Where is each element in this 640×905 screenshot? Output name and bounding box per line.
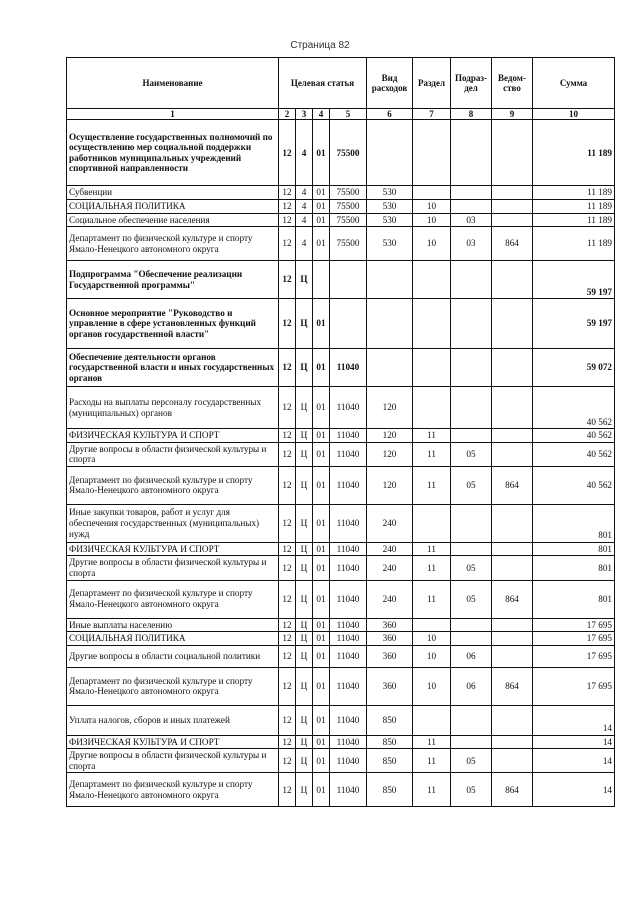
target-code-event	[313, 261, 330, 299]
row-sum: 14	[533, 749, 615, 773]
subsection-code	[451, 120, 492, 186]
table-row	[67, 504, 615, 542]
row-name: Департамент по физической культуре и спорту Ямало-Ненецкого автономного округа	[67, 580, 279, 618]
table-row	[67, 645, 615, 667]
target-code-subprogram: Ц	[296, 387, 313, 429]
row-sum: 14	[533, 735, 615, 749]
col-number: 3	[296, 109, 313, 120]
row-sum: 59 197	[533, 299, 615, 349]
target-code-direction: 11040	[330, 429, 367, 443]
expense-type: 530	[367, 227, 413, 261]
expense-type	[367, 120, 413, 186]
expense-type: 850	[367, 749, 413, 773]
target-code-direction: 11040	[330, 556, 367, 580]
table-row	[67, 299, 615, 349]
row-name: Субвенции	[67, 186, 279, 200]
subsection-code	[451, 299, 492, 349]
row-name: Иные закупки товаров, работ и услуг для обеспечения государственных (муниципальных) нужд	[67, 504, 279, 542]
target-code-program: 12	[279, 504, 296, 542]
target-code-program: 12	[279, 299, 296, 349]
section-code: 11	[413, 542, 451, 556]
subsection-code	[451, 261, 492, 299]
col-header-sum: Сумма	[533, 58, 615, 109]
target-code-program: 12	[279, 387, 296, 429]
section-code	[413, 299, 451, 349]
target-code-event: 01	[313, 556, 330, 580]
target-code-event: 01	[313, 387, 330, 429]
target-code-program: 12	[279, 186, 296, 200]
target-code-program: 12	[279, 749, 296, 773]
row-name: СОЦИАЛЬНАЯ ПОЛИТИКА	[67, 632, 279, 646]
target-code-program: 12	[279, 645, 296, 667]
row-name: Осуществление государственных полномочий по осуществлению мер социальной поддержки работников муниципальных учреждений спортивной направленности	[67, 120, 279, 186]
col-header-name: Наименование	[67, 58, 279, 109]
row-sum: 14	[533, 705, 615, 735]
subsection-code	[451, 632, 492, 646]
target-code-subprogram: Ц	[296, 466, 313, 504]
row-sum: 11 189	[533, 120, 615, 186]
row-sum: 801	[533, 542, 615, 556]
table-row	[67, 735, 615, 749]
subsection-code: 05	[451, 466, 492, 504]
section-code: 11	[413, 580, 451, 618]
expense-type: 120	[367, 429, 413, 443]
table-row	[67, 442, 615, 466]
target-code-subprogram: Ц	[296, 542, 313, 556]
budget-table	[66, 57, 615, 807]
expense-type: 240	[367, 504, 413, 542]
target-code-program: 12	[279, 466, 296, 504]
department-code	[492, 645, 533, 667]
table-body	[67, 120, 615, 807]
target-code-event: 01	[313, 504, 330, 542]
target-code-subprogram: Ц	[296, 580, 313, 618]
target-code-program: 12	[279, 542, 296, 556]
expense-type	[367, 299, 413, 349]
row-sum: 40 562	[533, 387, 615, 429]
row-sum: 11 189	[533, 186, 615, 200]
target-code-direction: 11040	[330, 705, 367, 735]
department-code: 864	[492, 667, 533, 705]
expense-type	[367, 349, 413, 387]
table-row	[67, 186, 615, 200]
table-row	[67, 199, 615, 213]
expense-type: 530	[367, 186, 413, 200]
section-code	[413, 349, 451, 387]
department-code	[492, 186, 533, 200]
subsection-code	[451, 542, 492, 556]
department-code	[492, 618, 533, 632]
target-code-program: 12	[279, 580, 296, 618]
table-row	[67, 349, 615, 387]
target-code-event: 01	[313, 542, 330, 556]
row-sum: 11 189	[533, 213, 615, 227]
col-number: 2	[279, 109, 296, 120]
row-sum: 17 695	[533, 618, 615, 632]
table-row	[67, 227, 615, 261]
target-code-event: 01	[313, 429, 330, 443]
row-name: Иные выплаты населению	[67, 618, 279, 632]
table-row	[67, 618, 615, 632]
col-number: 6	[367, 109, 413, 120]
department-code: 864	[492, 580, 533, 618]
table-row	[67, 705, 615, 735]
department-code	[492, 299, 533, 349]
subsection-code: 03	[451, 213, 492, 227]
section-code: 10	[413, 199, 451, 213]
table-row	[67, 120, 615, 186]
target-code-direction: 11040	[330, 618, 367, 632]
target-code-event: 01	[313, 120, 330, 186]
subsection-code	[451, 504, 492, 542]
target-code-direction: 11040	[330, 349, 367, 387]
department-code	[492, 213, 533, 227]
row-name: СОЦИАЛЬНАЯ ПОЛИТИКА	[67, 199, 279, 213]
target-code-subprogram: Ц	[296, 667, 313, 705]
expense-type: 530	[367, 213, 413, 227]
subsection-code: 05	[451, 773, 492, 807]
subsection-code	[451, 705, 492, 735]
expense-type: 850	[367, 773, 413, 807]
target-code-subprogram: 4	[296, 227, 313, 261]
subsection-code	[451, 387, 492, 429]
department-code	[492, 632, 533, 646]
row-name: Другие вопросы в области физической культуры и спорта	[67, 556, 279, 580]
target-code-subprogram: 4	[296, 186, 313, 200]
target-code-program: 12	[279, 227, 296, 261]
header-row	[67, 58, 615, 109]
row-name: Расходы на выплаты персоналу государственных (муниципальных) органов	[67, 387, 279, 429]
section-code	[413, 618, 451, 632]
table-row	[67, 773, 615, 807]
expense-type: 120	[367, 442, 413, 466]
target-code-program: 12	[279, 705, 296, 735]
target-code-direction: 11040	[330, 504, 367, 542]
department-code	[492, 556, 533, 580]
target-code-program: 12	[279, 442, 296, 466]
subsection-code: 06	[451, 645, 492, 667]
expense-type: 240	[367, 580, 413, 618]
expense-type: 530	[367, 199, 413, 213]
col-header-section: Раздел	[413, 58, 451, 109]
section-code: 10	[413, 667, 451, 705]
table-row	[67, 466, 615, 504]
target-code-program: 12	[279, 632, 296, 646]
subsection-code: 05	[451, 556, 492, 580]
department-code	[492, 504, 533, 542]
target-code-program: 12	[279, 773, 296, 807]
target-code-program: 12	[279, 429, 296, 443]
target-code-program: 12	[279, 213, 296, 227]
subsection-code: 05	[451, 580, 492, 618]
department-code	[492, 261, 533, 299]
row-sum: 17 695	[533, 667, 615, 705]
department-code	[492, 735, 533, 749]
col-number: 5	[330, 109, 367, 120]
target-code-direction: 75500	[330, 213, 367, 227]
subsection-code: 05	[451, 442, 492, 466]
department-code	[492, 349, 533, 387]
target-code-direction: 11040	[330, 773, 367, 807]
target-code-direction: 11040	[330, 466, 367, 504]
column-number-row	[67, 109, 615, 120]
target-code-program: 12	[279, 618, 296, 632]
target-code-direction: 11040	[330, 645, 367, 667]
department-code: 864	[492, 227, 533, 261]
target-code-direction: 11040	[330, 580, 367, 618]
row-name: Уплата налогов, сборов и иных платежей	[67, 705, 279, 735]
row-name: Департамент по физической культуре и спорту Ямало-Ненецкого автономного округа	[67, 466, 279, 504]
col-number: 1	[67, 109, 279, 120]
row-name: Другие вопросы в области социальной политики	[67, 645, 279, 667]
subsection-code	[451, 618, 492, 632]
department-code	[492, 120, 533, 186]
col-number: 4	[313, 109, 330, 120]
target-code-direction: 11040	[330, 749, 367, 773]
target-code-direction: 11040	[330, 667, 367, 705]
target-code-program: 12	[279, 199, 296, 213]
target-code-subprogram: Ц	[296, 504, 313, 542]
target-code-event: 01	[313, 773, 330, 807]
subsection-code	[451, 186, 492, 200]
col-number: 7	[413, 109, 451, 120]
table-row	[67, 556, 615, 580]
row-name: Другие вопросы в области физической культуры и спорта	[67, 749, 279, 773]
expense-type: 240	[367, 556, 413, 580]
section-code: 10	[413, 645, 451, 667]
row-sum: 11 189	[533, 199, 615, 213]
table-row	[67, 632, 615, 646]
row-name: Основное мероприятие "Руководство и управление в сфере установленных функций органов государственной власти"	[67, 299, 279, 349]
target-code-subprogram: Ц	[296, 618, 313, 632]
target-code-event: 01	[313, 442, 330, 466]
section-code: 11	[413, 735, 451, 749]
subsection-code	[451, 429, 492, 443]
row-name: Социальное обеспечение населения	[67, 213, 279, 227]
target-code-subprogram: Ц	[296, 632, 313, 646]
row-sum: 59 197	[533, 261, 615, 299]
target-code-subprogram: Ц	[296, 705, 313, 735]
row-sum: 17 695	[533, 632, 615, 646]
target-code-direction: 11040	[330, 542, 367, 556]
row-sum: 801	[533, 580, 615, 618]
row-name: Обеспечение деятельности органов государственной власти и иных государственных органов	[67, 349, 279, 387]
target-code-subprogram: Ц	[296, 735, 313, 749]
subsection-code	[451, 735, 492, 749]
target-code-program: 12	[279, 261, 296, 299]
target-code-subprogram: Ц	[296, 442, 313, 466]
target-code-event: 01	[313, 580, 330, 618]
target-code-subprogram: 4	[296, 120, 313, 186]
subsection-code: 03	[451, 227, 492, 261]
row-sum: 801	[533, 504, 615, 542]
target-code-program: 12	[279, 349, 296, 387]
target-code-direction: 11040	[330, 387, 367, 429]
target-code-event: 01	[313, 199, 330, 213]
row-name: Департамент по физической культуре и спорту Ямало-Ненецкого автономного округа	[67, 227, 279, 261]
section-code: 11	[413, 773, 451, 807]
table-row	[67, 667, 615, 705]
section-code: 10	[413, 213, 451, 227]
table-row	[67, 429, 615, 443]
target-code-subprogram: Ц	[296, 749, 313, 773]
row-sum: 14	[533, 773, 615, 807]
row-sum: 11 189	[533, 227, 615, 261]
section-code	[413, 261, 451, 299]
row-sum: 17 695	[533, 645, 615, 667]
target-code-direction: 75500	[330, 186, 367, 200]
target-code-event: 01	[313, 299, 330, 349]
target-code-event: 01	[313, 213, 330, 227]
expense-type: 120	[367, 387, 413, 429]
target-code-event: 01	[313, 667, 330, 705]
col-number: 8	[451, 109, 492, 120]
target-code-event: 01	[313, 227, 330, 261]
expense-type	[367, 261, 413, 299]
row-name: ФИЗИЧЕСКАЯ КУЛЬТУРА И СПОРТ	[67, 429, 279, 443]
target-code-event: 01	[313, 349, 330, 387]
target-code-subprogram: Ц	[296, 299, 313, 349]
table-row	[67, 387, 615, 429]
table-row	[67, 261, 615, 299]
section-code	[413, 387, 451, 429]
row-name: Департамент по физической культуре и спорту Ямало-Ненецкого автономного округа	[67, 773, 279, 807]
section-code: 11	[413, 442, 451, 466]
department-code	[492, 442, 533, 466]
subsection-code: 05	[451, 749, 492, 773]
col-number: 10	[533, 109, 615, 120]
target-code-direction: 11040	[330, 735, 367, 749]
target-code-event: 01	[313, 749, 330, 773]
row-sum: 40 562	[533, 429, 615, 443]
target-code-subprogram: Ц	[296, 645, 313, 667]
target-code-event: 01	[313, 735, 330, 749]
section-code: 10	[413, 632, 451, 646]
section-code	[413, 504, 451, 542]
department-code	[492, 199, 533, 213]
target-code-subprogram: Ц	[296, 261, 313, 299]
target-code-program: 12	[279, 667, 296, 705]
col-header-subsection: Подраз-дел	[451, 58, 492, 109]
col-header-target: Целевая статья	[279, 58, 367, 109]
target-code-direction: 75500	[330, 227, 367, 261]
department-code: 864	[492, 466, 533, 504]
target-code-event: 01	[313, 186, 330, 200]
table-row	[67, 749, 615, 773]
department-code	[492, 749, 533, 773]
section-code: 11	[413, 556, 451, 580]
target-code-subprogram: Ц	[296, 773, 313, 807]
target-code-subprogram: Ц	[296, 349, 313, 387]
section-code	[413, 186, 451, 200]
target-code-subprogram: 4	[296, 213, 313, 227]
row-sum: 59 072	[533, 349, 615, 387]
table-row	[67, 580, 615, 618]
section-code: 11	[413, 429, 451, 443]
subsection-code	[451, 349, 492, 387]
department-code	[492, 429, 533, 443]
expense-type: 360	[367, 645, 413, 667]
department-code	[492, 387, 533, 429]
target-code-subprogram: Ц	[296, 429, 313, 443]
expense-type: 240	[367, 542, 413, 556]
table-row	[67, 213, 615, 227]
department-code: 864	[492, 773, 533, 807]
row-sum: 40 562	[533, 442, 615, 466]
subsection-code	[451, 199, 492, 213]
target-code-direction: 75500	[330, 199, 367, 213]
department-code	[492, 542, 533, 556]
row-name: Другие вопросы в области физической культуры и спорта	[67, 442, 279, 466]
section-code: 11	[413, 466, 451, 504]
col-number: 9	[492, 109, 533, 120]
target-code-program: 12	[279, 120, 296, 186]
target-code-subprogram: 4	[296, 199, 313, 213]
section-code: 11	[413, 749, 451, 773]
target-code-subprogram: Ц	[296, 556, 313, 580]
target-code-event: 01	[313, 645, 330, 667]
target-code-event: 01	[313, 632, 330, 646]
target-code-program: 12	[279, 556, 296, 580]
target-code-event: 01	[313, 466, 330, 504]
target-code-direction: 11040	[330, 442, 367, 466]
expense-type: 360	[367, 618, 413, 632]
row-sum: 801	[533, 556, 615, 580]
target-code-direction: 11040	[330, 632, 367, 646]
target-code-event: 01	[313, 705, 330, 735]
expense-type: 360	[367, 632, 413, 646]
target-code-program: 12	[279, 735, 296, 749]
section-code	[413, 705, 451, 735]
row-name: Департамент по физической культуре и спорту Ямало-Ненецкого автономного округа	[67, 667, 279, 705]
expense-type: 850	[367, 705, 413, 735]
col-header-dept: Ведом-ство	[492, 58, 533, 109]
section-code	[413, 120, 451, 186]
target-code-event: 01	[313, 618, 330, 632]
row-name: ФИЗИЧЕСКАЯ КУЛЬТУРА И СПОРТ	[67, 542, 279, 556]
page-number: Страница 82	[290, 40, 350, 51]
row-sum: 40 562	[533, 466, 615, 504]
section-code: 10	[413, 227, 451, 261]
expense-type: 360	[367, 667, 413, 705]
row-name: Подпрограмма "Обеспечение реализации Государственной программы"	[67, 261, 279, 299]
expense-type: 850	[367, 735, 413, 749]
expense-type: 120	[367, 466, 413, 504]
target-code-direction	[330, 261, 367, 299]
target-code-direction	[330, 299, 367, 349]
subsection-code: 06	[451, 667, 492, 705]
col-header-type: Вид расходов	[367, 58, 413, 109]
table-row	[67, 542, 615, 556]
target-code-direction: 75500	[330, 120, 367, 186]
row-name: ФИЗИЧЕСКАЯ КУЛЬТУРА И СПОРТ	[67, 735, 279, 749]
department-code	[492, 705, 533, 735]
